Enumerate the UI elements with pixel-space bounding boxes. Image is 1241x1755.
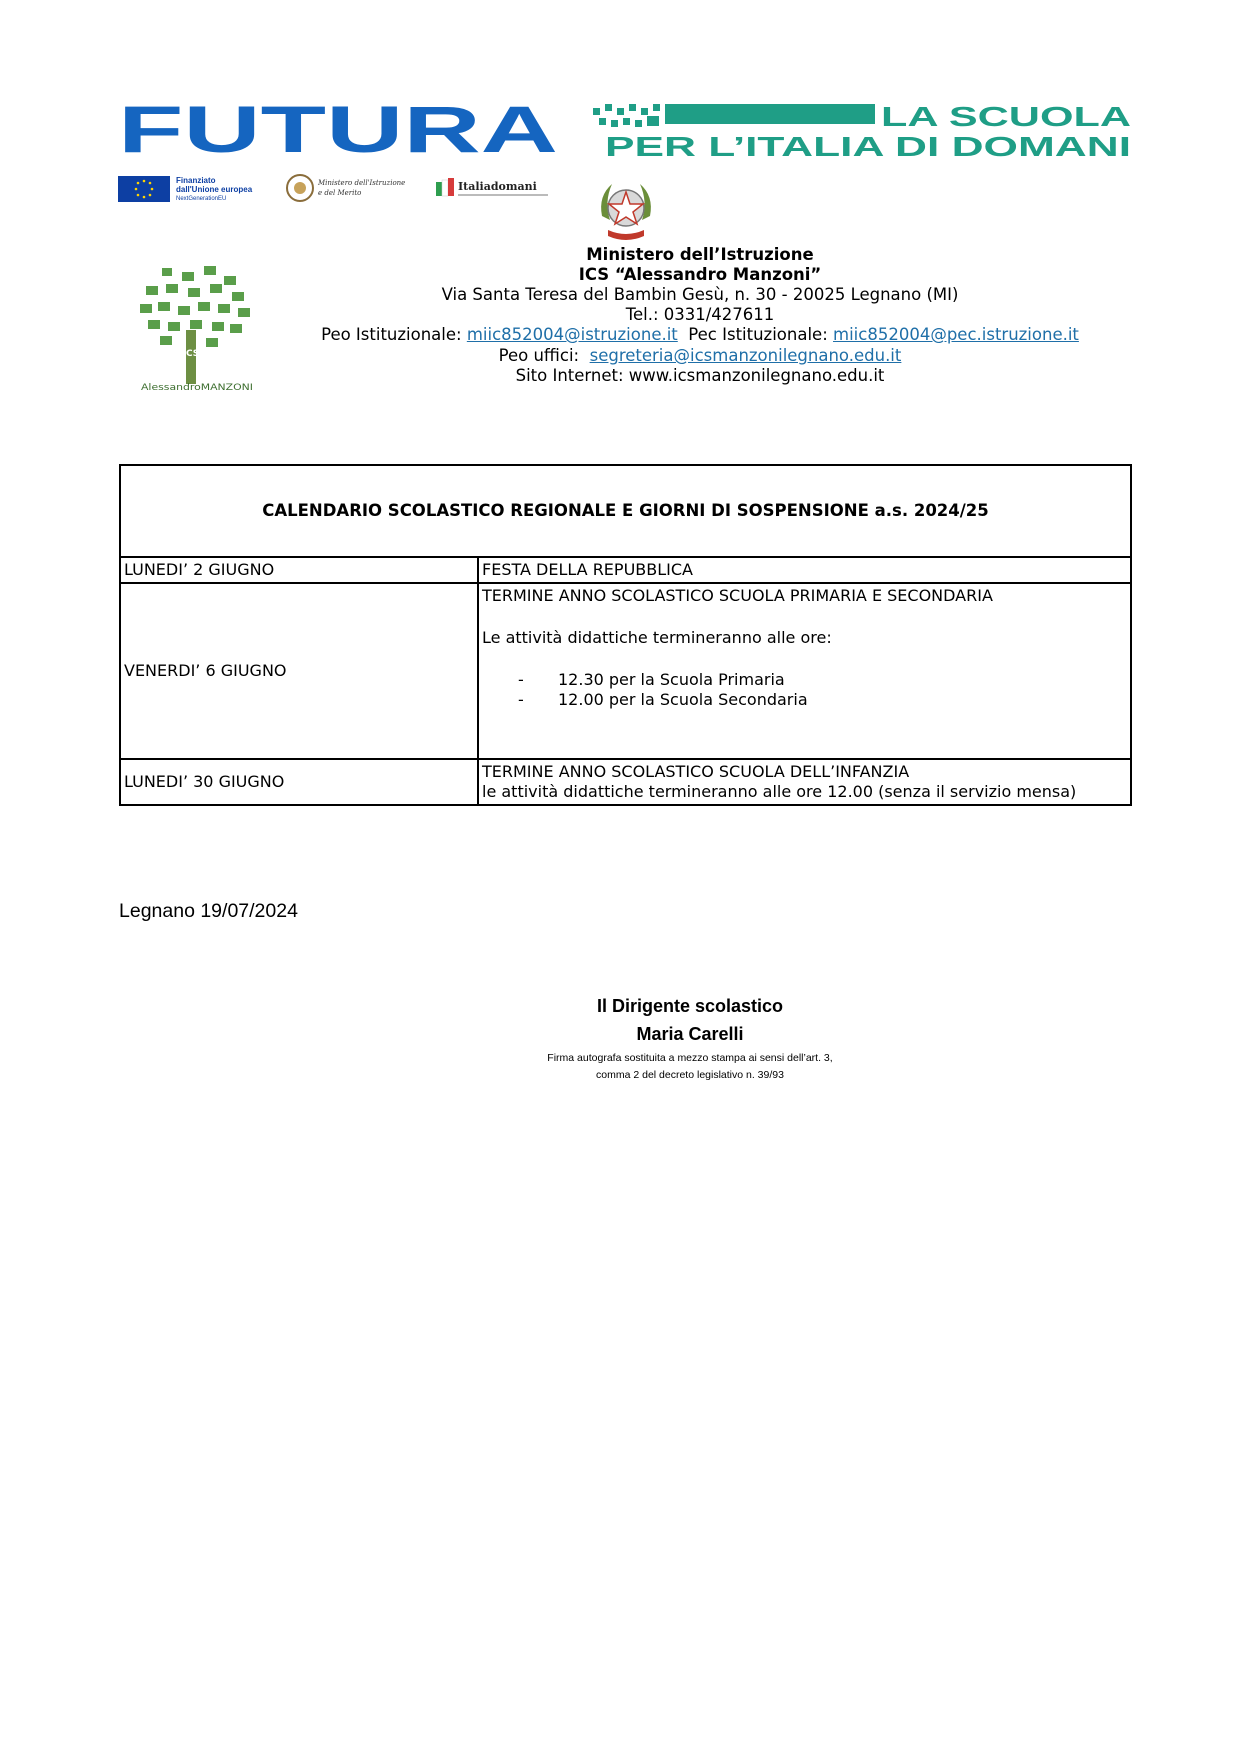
row-line: Le attività didattiche termineranno alle ore: — [482, 628, 832, 647]
school-phone: Tel.: 0331/427611 — [625, 305, 775, 324]
signatory-role: Il Dirigente scolastico — [596, 996, 784, 1016]
institutional-emails — [300, 325, 1100, 345]
table-title-row — [120, 465, 1131, 557]
peo-label: Peo Istituzionale: — [321, 325, 462, 344]
school-name: ICS “Alessandro Manzoni” — [578, 265, 822, 284]
row-description — [478, 759, 1131, 805]
row-date: VENERDI’ 6 GIUGNO — [120, 583, 478, 759]
signature-note: Firma autografa sostituita a mezzo stampa ai sensi dell’art. 3, — [547, 1052, 833, 1064]
row-line: TERMINE ANNO SCOLASTICO SCUOLA PRIMARIA E SECONDARIA — [482, 586, 993, 605]
futura-logo-text: FUTURA — [118, 100, 558, 160]
svg-text:Italiadomani: Italiadomani — [458, 180, 537, 193]
svg-text:NextGenerationEU: NextGenerationEU — [176, 196, 227, 202]
scuola-logo-line2: PER L’ITALIA DI DOMANI — [605, 131, 1131, 160]
svg-text:Finanziato: Finanziato — [176, 176, 216, 185]
italia-domani-flag-icon — [436, 178, 454, 196]
eu-flag-icon — [118, 176, 170, 202]
ministry-name: Ministero dell’Istruzione — [586, 245, 814, 264]
svg-text:e del Merito: e del Merito — [318, 189, 362, 197]
scuola-logo-line1: LA SCUOLA — [881, 101, 1131, 132]
italian-republic-emblem-icon — [594, 176, 658, 244]
table-row — [120, 557, 1131, 583]
table-row — [120, 759, 1131, 805]
svg-text:dall'Unione europea: dall'Unione europea — [176, 185, 253, 194]
futura-logo — [118, 100, 560, 160]
office-email — [300, 346, 1100, 366]
scuola-italia-domani-logo — [593, 100, 1133, 160]
list-item: - 12.30 per la Scuola Primaria — [518, 670, 785, 689]
list-item: - 12.00 per la Scuola Secondaria — [518, 690, 808, 709]
uffici-label: Peo uffici: — [498, 346, 580, 365]
row-date: LUNEDI’ 2 GIUGNO — [120, 557, 478, 583]
pec-label: Pec Istituzionale: — [688, 325, 828, 344]
row-line: le attività didattiche termineranno alle ore 12.00 (senza il servizio mensa) — [482, 782, 1077, 801]
row-date: LUNEDI’ 30 GIUGNO — [120, 759, 478, 805]
pec-email-link[interactable]: miic852004@pec.istruzione.it — [833, 325, 1079, 344]
place-and-date: Legnano 19/07/2024 — [119, 900, 298, 922]
row-description — [478, 583, 1131, 759]
school-website: Sito Internet: www.icsmanzonilegnano.edu.it — [515, 366, 885, 385]
peo-email-link[interactable]: miic852004@istruzione.it — [466, 325, 678, 344]
signatory-name: Maria Carelli — [636, 1024, 744, 1044]
row-line: TERMINE ANNO SCOLASTICO SCUOLA DELL’INFANZIA — [482, 762, 910, 781]
school-address: Via Santa Teresa del Bambin Gesù, n. 30 - 20025 Legnano (MI) — [441, 285, 959, 304]
svg-text:ICS: ICS — [182, 349, 200, 359]
ministry-seal-icon — [287, 175, 313, 201]
signature-note: comma 2 del decreto legislativo n. 39/93 — [596, 1069, 784, 1081]
funding-logos — [118, 174, 568, 204]
uffici-email-link[interactable]: segreteria@icsmanzonilegnano.edu.it — [589, 346, 902, 365]
calendar-table — [119, 464, 1132, 806]
row-description: FESTA DELLA REPUBBLICA — [478, 557, 1131, 583]
table-title: CALENDARIO SCOLASTICO REGIONALE E GIORNI DI SOSPENSIONE a.s. 2024/25 — [120, 465, 1131, 557]
school-tree-logo — [132, 262, 262, 396]
table-row — [120, 583, 1131, 759]
svg-text:AlessandroMANZONI: AlessandroMANZONI — [141, 383, 253, 393]
svg-text:Ministero dell'Istruzione: Ministero dell'Istruzione — [318, 179, 406, 187]
